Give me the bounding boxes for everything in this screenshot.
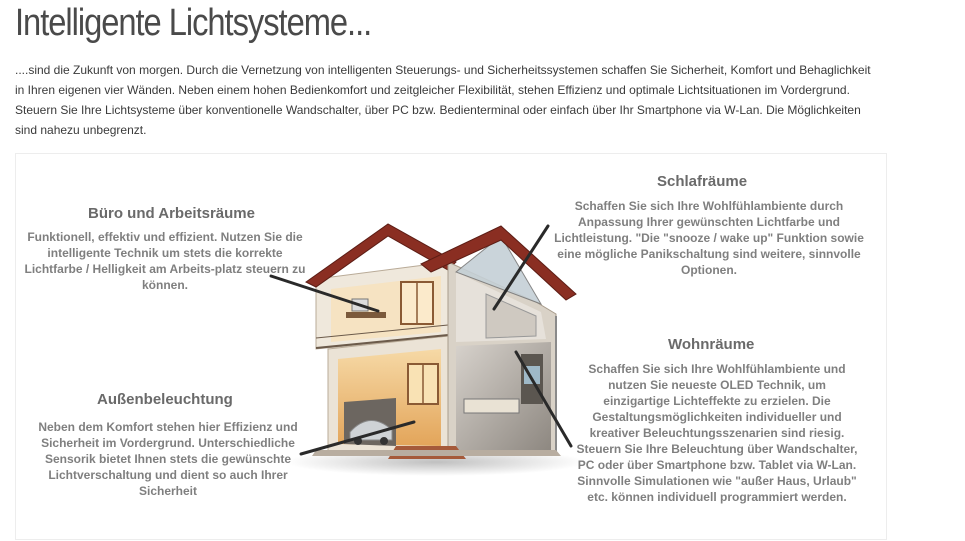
lighting-illustration [16,154,886,539]
section-text-aussen: Neben dem Komfort stehen hier Effizienz und Sicherheit im Vordergrund. Unterschiedliche Sensorik bietet Ihnen stets die gewünschte Lichtverschaltung und dient so auch Ihrer Sicherheit [38,420,298,498]
section-text-schlaf: Schaffen Sie sich Ihre Wohlfühlambiente durch Anpassung Ihrer gewünschten Lichtfarbe und Lichtleistung. "Die "snooze / wake up" Funktion sowie eine mögliche Panikschaltung sind weitere, sinnvolle Optionen. [554,199,864,277]
office-desk [346,312,386,318]
intro-paragraph: ....sind die Zukunft von morgen. Durch die Vernetzung von intelligenten Steuerungs- und Sicherheitssystemen schaffen Sie Sicherheit, Komfort und Behaglichkeit in Ihren eigenen vier Wänden. Neben einem hohen Bedienkomfort und zeitgleicher Flexibilität, stehen Effizienz und optimale Lichtsituationen im Vordergrund. Steuern Sie Ihre Lichtsysteme über konventionelle Wandschalter, über PC bzw. Bedienterminal oder einfach über Ihr Smartphone via W-Lan. Die Möglichkeiten sind nahezu unbegrenzt. [15,63,871,137]
sofa-icon [464,399,519,413]
page-title: Intelligente Lichtsysteme... [15,2,372,44]
floor-slab [312,450,561,456]
section-title-schlaf: Schlafräume [657,173,748,190]
section-text-buero: Funktionell, effektiv und effizient. Nutzen Sie die intelligente Technik um stets die korrekte Lichtfarbe / Helligkeit am Arbeits-platz steuern zu können. [24,230,306,292]
section-title-buero: Büro und Arbeitsräume [88,205,255,222]
section-title-aussen: Außenbeleuchtung [97,391,233,408]
section-title-wohn: Wohnräume [668,336,755,353]
section-text-wohn: Schaffen Sie sich Ihre Wohlfühlambiente und nutzen Sie neueste OLED Technik, um einzigartige Lichteffekte zu erzielen. Die Gestaltungsmöglichkeiten individueller und kreativer Beleuchtungsszenarien sind riesig. Steuern Sie Ihre Beleuchtung über Wandschalter, PC oder über Smartphone bzw. Tablet via W-Lan. Sinnvolle Simulationen wie "außer Haus, Urlaub" etc. können individuell programmiert werden. [576,362,858,504]
